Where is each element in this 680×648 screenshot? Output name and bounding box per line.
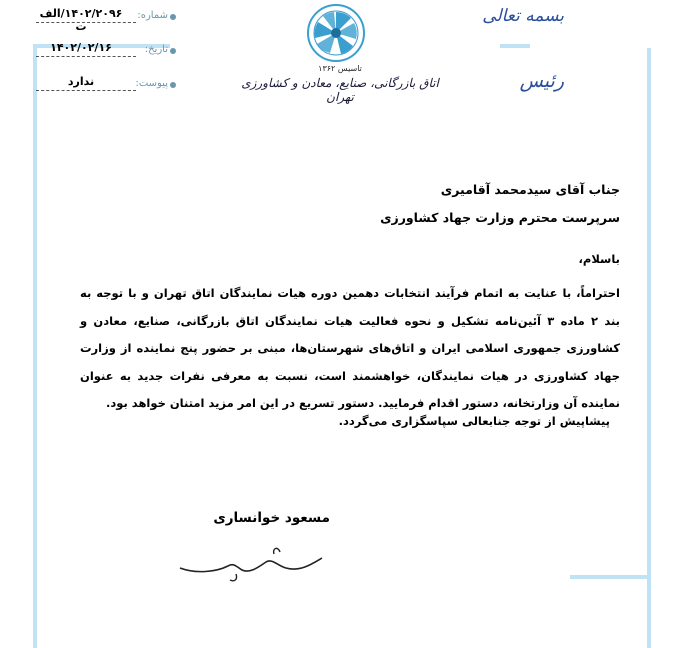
divider	[36, 22, 136, 23]
recipient-title: سرپرست محترم وزارت جهاد کشاورزی	[380, 210, 620, 225]
bullet-icon	[170, 48, 176, 54]
number-value: ۱۴۰۲/۲۰۹۶/الف ت	[39, 7, 123, 33]
meta-date-row	[36, 38, 176, 72]
bullet-icon	[170, 82, 176, 88]
organization-name: اتاق بازرگانی، صنایع، معادن و کشاورزی تهران	[241, 76, 439, 104]
established-caption: تاسیس ۱۳۶۲	[318, 64, 362, 73]
recipient-block	[80, 176, 620, 232]
meta-attachment-row	[36, 72, 176, 106]
handwritten-signature	[176, 544, 326, 584]
president-title: رئیس	[519, 70, 564, 92]
number-label: شماره:	[137, 10, 168, 21]
letter-meta	[36, 4, 176, 106]
chamber-of-commerce-emblem-icon	[296, 2, 376, 64]
divider	[36, 56, 136, 57]
attachment-label: پیوست:	[135, 78, 168, 89]
recipient-name: جناب آقای سیدمحمد آقامیری	[440, 182, 620, 197]
divider	[36, 90, 136, 91]
date-value: ۱۴۰۲/۰۲/۱۶	[50, 41, 112, 54]
closing-line: پیشاپیش از توجه جنابعالی سپاسگزاری می‌گردد.	[338, 414, 610, 428]
meta-number-row	[36, 4, 176, 38]
letter-body: احتراماً، با عنایت به اتمام فرآیند انتخابات دهمین دوره هیات نمایندگان اتاق تهران و با توجه به بند ۲ ماده ۳ آئین‌نامه تشکیل و نحوه فعالیت هیات نمایندگان اتاق بازرگانی، صنایع، معادن و کشاورزی جمهوری اسلامی ایران و اتاق‌های شهرستان‌ها، مبنی بر حضور پنج نماینده از وزارت جهاد کشاورزی در هیات نمایندگان، خواهشمند است، نسبت به معرفی نفرات جدید به عنوان نماینده آن وزارتخانه، دستور اقدام فرمایید. دستور تسریع در این امر مزید امتنان خواهد بود.	[80, 286, 620, 410]
salutation: باسلام،	[578, 252, 620, 266]
attachment-value: ندارد	[67, 75, 95, 88]
signer-name: مسعود خوانساری	[213, 510, 330, 526]
bismillah-heading: بسمه تعالی	[482, 6, 564, 26]
date-label: تاریخ:	[144, 44, 168, 55]
bullet-icon	[170, 14, 176, 20]
frame-bottom-border	[570, 575, 651, 579]
